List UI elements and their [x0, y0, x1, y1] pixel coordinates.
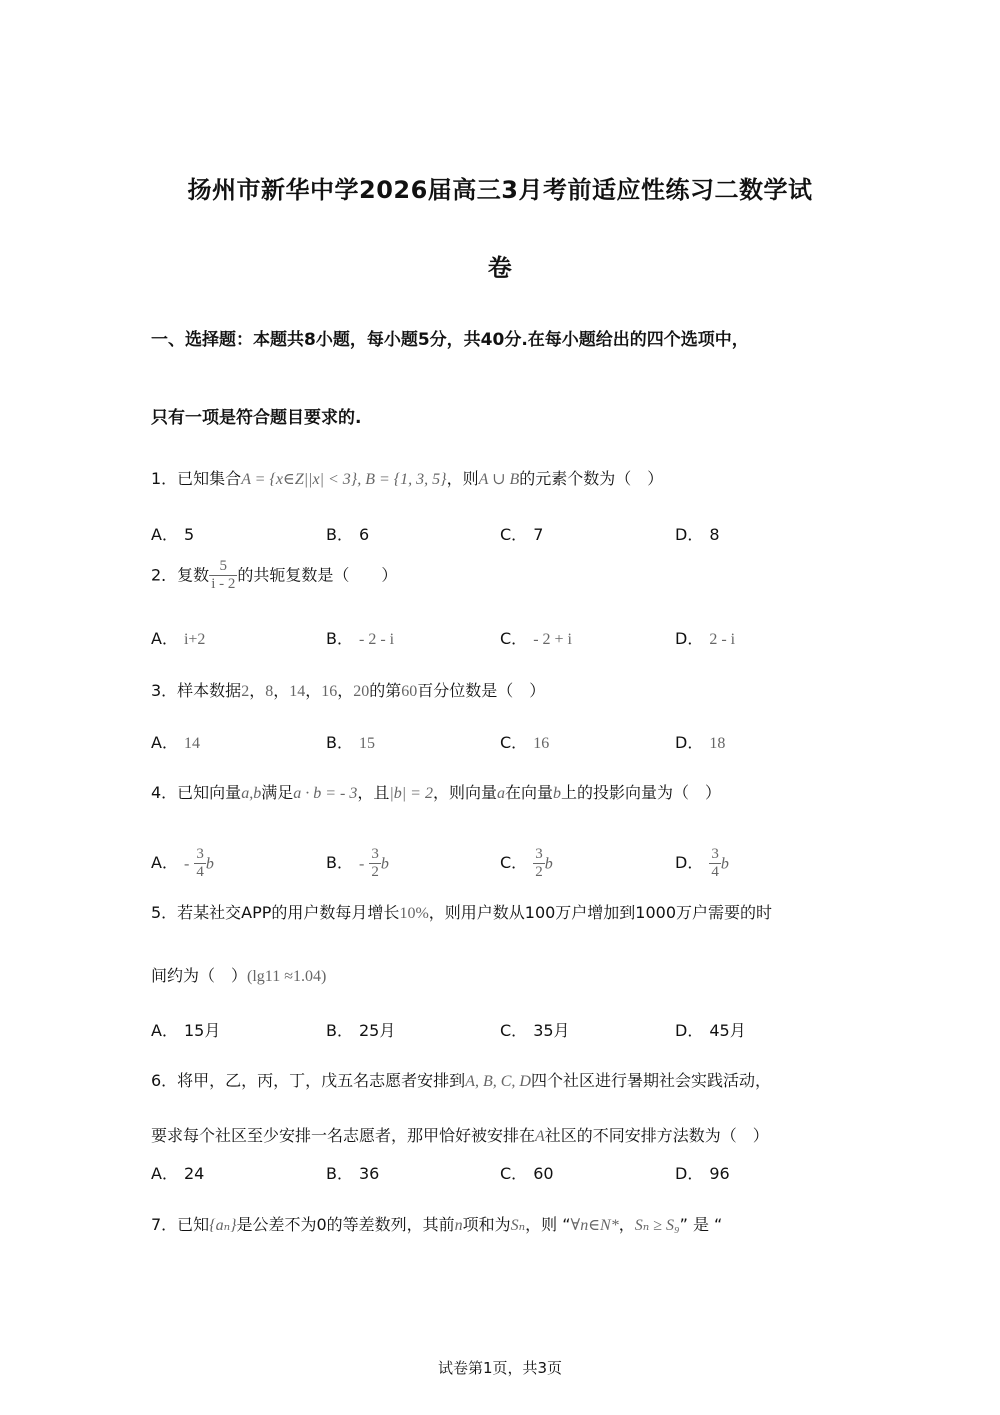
section-heading-line2: 只有一项是符合题目要求的.: [151, 408, 362, 428]
question-3-prefix: 3．样本数据: [151, 681, 242, 700]
question-1-suffix: 的元素个数为（ ）: [519, 469, 664, 488]
question-4-math-a: a: [496, 785, 505, 802]
question-7: 7．已知{aₙ}是公差不为0的等差数列，其前n项和为Sₙ，则 “∀n∈N*，Sₙ ≥ S₉” 是 “: [151, 1215, 723, 1234]
question-3-value-2: 8: [265, 683, 274, 700]
question-4-option-b[interactable]: B． - $\frac{3}{2}$ b: [326, 846, 389, 881]
question-6-suffix: 四个社区进行暑期社会实践活动，: [530, 1071, 771, 1090]
question-3-suffix: 百分位数是（ ）: [417, 681, 546, 700]
question-2-option-c[interactable]: C． - 2 + i: [500, 629, 572, 648]
question-1: [151, 466, 663, 489]
question-4-option-a[interactable]: A． - $\frac{3}{4}$ b: [151, 846, 214, 881]
page-footer: 试卷第1页，共3页: [437, 1359, 563, 1377]
question-6-option-a[interactable]: A． 24: [151, 1164, 205, 1183]
question-5-math-hint: (lg11 ≈1.04): [247, 968, 327, 985]
question-3: 3．样本数据2，8，14，16，20的第60百分位数是（ ）: [151, 681, 546, 700]
question-3-option-c[interactable]: C． 16: [500, 733, 550, 752]
question-7-math-sn: Sₙ: [510, 1217, 526, 1234]
question-5-suffix: ，则用户数从100万户增加到1000万户需要的时: [428, 903, 773, 922]
question-4-math-dot: a · b = - 3: [293, 785, 358, 802]
paper-title-line1: 扬州市新华中学2026届高三3月考前适应性练习二数学试: [187, 176, 813, 204]
question-3-value-4: 16: [321, 683, 338, 700]
question-1-option-a[interactable]: A． 5: [151, 525, 195, 544]
question-6-math-a: A: [535, 1128, 545, 1145]
question-3-value-1: 2: [241, 683, 250, 700]
question-6-option-b[interactable]: B． 36: [326, 1164, 380, 1183]
question-5-option-b[interactable]: B． 25月: [326, 1021, 396, 1040]
question-6-option-d[interactable]: D． 96: [675, 1164, 730, 1183]
question-5-line1: [151, 900, 772, 923]
question-7-math-n: n: [454, 1217, 463, 1234]
question-2-fraction: $\frac{5}{i - 2}$: [211, 558, 236, 593]
question-6-line2: 要求每个社区至少安排一名志愿者，那甲恰好被安排在A社区的不同安排方法数为（ ）: [151, 1126, 769, 1145]
question-7-suffix: ” 是 “: [679, 1215, 723, 1234]
question-5-option-c[interactable]: C． 35月: [500, 1021, 570, 1040]
question-1-option-b[interactable]: B． 6: [326, 525, 370, 544]
question-4-math-vectors: a,b: [241, 785, 262, 802]
question-5-math-rate: 10%: [399, 905, 429, 922]
question-6-option-c[interactable]: C． 60: [500, 1164, 554, 1183]
question-7-prefix: 7．已知: [151, 1215, 210, 1234]
question-4-option-d[interactable]: D． $\frac{3}{4}$ b: [675, 846, 729, 881]
question-6-math-communities: A, B, C, D: [465, 1073, 531, 1090]
question-3-percentile: 60: [401, 683, 418, 700]
question-5-prefix: 5．若某社交APP的用户数每月增长: [151, 903, 400, 922]
question-5-option-a[interactable]: A． 15月: [151, 1021, 221, 1040]
question-4-suffix: 上的投影向量为（ ）: [560, 783, 721, 802]
question-3-option-b[interactable]: B． 15: [326, 733, 375, 752]
question-2-option-a[interactable]: A． i+2: [151, 629, 206, 648]
question-1-math-sets: A = {x∈Z||x| < 3}, B = {1, 3, 5}: [241, 471, 447, 488]
question-1-math-union: A ∪ B: [478, 471, 520, 488]
question-1-mid: ，则: [446, 469, 479, 488]
question-4-math-b: b: [552, 785, 561, 802]
question-6-prefix: 6．将甲，乙，丙，丁，戊五名志愿者安排到: [151, 1071, 466, 1090]
question-2-suffix: 的共轭复数是（ ）: [237, 565, 398, 585]
question-4-prefix: 4．已知向量: [151, 783, 242, 802]
question-2-option-b[interactable]: B． - 2 - i: [326, 629, 395, 648]
question-3-value-3: 14: [289, 683, 306, 700]
question-1-prefix: 1．已知集合: [151, 469, 242, 488]
question-1-option-d[interactable]: D． 8: [675, 525, 720, 544]
question-5-line2: 间约为（ ）(lg11 ≈1.04): [151, 966, 327, 985]
question-6-line1: [151, 1068, 771, 1091]
question-4: 4．已知向量a,b满足a · b = - 3，且|b| = 2，则向量a在向量b上的投影向量为（ ）: [151, 783, 721, 802]
section-heading-line1: 一、选择题：本题共8小题，每小题5分，共40分.在每小题给出的四个选项中，: [151, 330, 749, 350]
question-3-option-a[interactable]: A． 14: [151, 733, 200, 752]
question-7-math-ineq: Sₙ ≥ S₉: [634, 1217, 680, 1234]
question-5-option-d[interactable]: D． 45月: [675, 1021, 746, 1040]
question-7-math-forall: ∀n∈N*: [570, 1217, 619, 1234]
question-2: [151, 558, 397, 594]
question-4-option-c[interactable]: C． $\frac{3}{2}$ b: [500, 846, 553, 881]
question-7-math-seq: {aₙ}: [209, 1217, 237, 1234]
question-2-prefix: 2．复数: [151, 565, 210, 585]
question-3-value-5: 20: [353, 683, 370, 700]
question-3-option-d[interactable]: D． 18: [675, 733, 726, 752]
question-2-option-d[interactable]: D． 2 - i: [675, 629, 736, 648]
question-4-math-norm: |b| = 2: [389, 785, 433, 802]
question-1-option-c[interactable]: C． 7: [500, 525, 544, 544]
paper-title-line2: 卷: [487, 254, 513, 282]
